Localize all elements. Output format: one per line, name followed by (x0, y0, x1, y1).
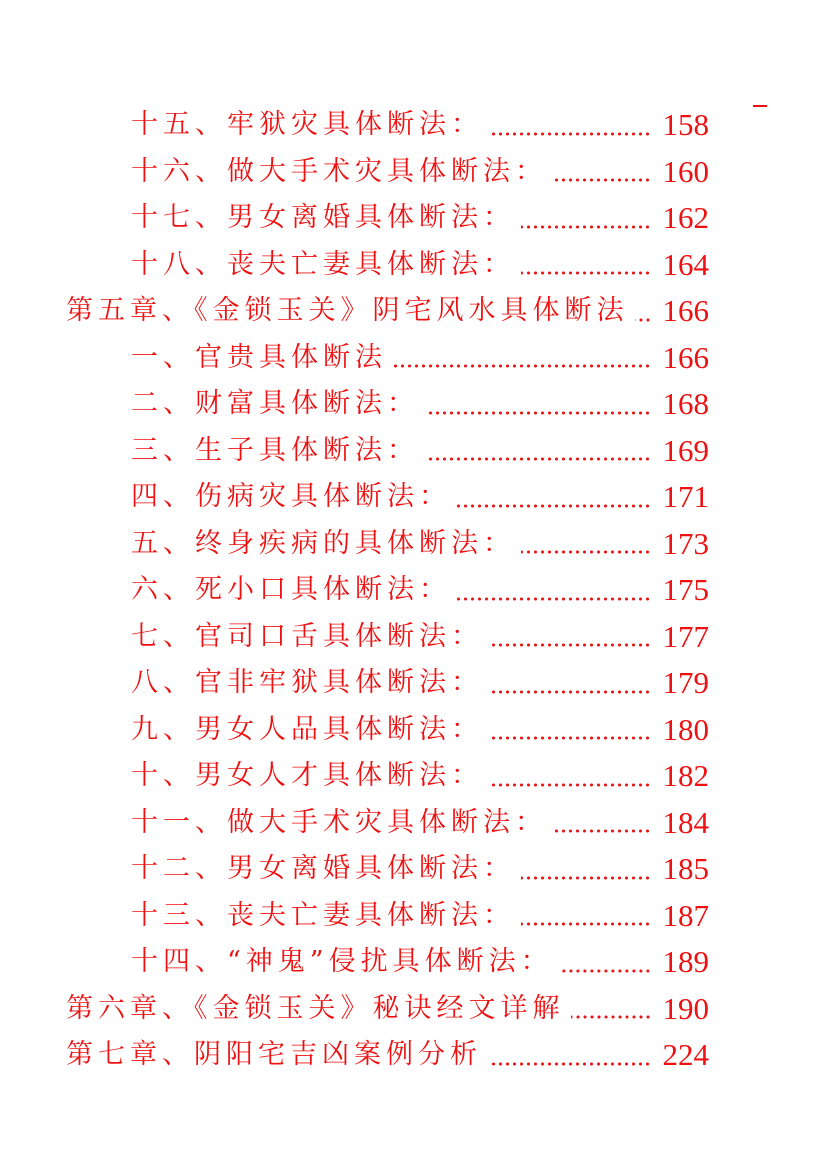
toc-section-entry[interactable] (0, 939, 829, 986)
toc-page-number: 185 (662, 851, 709, 886)
dot-leader (553, 828, 651, 834)
toc-page-number: 224 (662, 1037, 709, 1072)
toc-page-number: 187 (662, 897, 709, 933)
toc-entry-title: 三、生子具体断法： (131, 434, 419, 466)
toc-page-number: 169 (662, 432, 709, 468)
dot-leader (553, 177, 651, 183)
toc-entry-title: 十四、“神鬼”侵扰具体断法： (131, 946, 553, 977)
toc-page-number: 179 (662, 665, 709, 700)
toc-entry-title: 八、官非牢狱具体断法： (131, 667, 483, 698)
dot-leader (521, 270, 651, 276)
dot-leader (393, 363, 651, 369)
toc-page-number: 175 (662, 572, 709, 607)
dot-leader (489, 131, 651, 137)
dot-leader (488, 1061, 651, 1067)
toc-entry-title: 七、官司口舌具体断法： (131, 620, 483, 652)
toc-page-number: 166 (662, 339, 709, 375)
toc-section-entry[interactable] (0, 521, 829, 568)
table-of-contents (0, 102, 829, 1079)
toc-page-number: 177 (662, 618, 709, 654)
toc-page-number: 182 (662, 758, 709, 793)
toc-page-number: 189 (662, 944, 709, 979)
toc-section-entry[interactable] (0, 335, 829, 382)
toc-page-number: 173 (662, 525, 709, 561)
toc-entry-title: 十七、男女离婚具体断法： (131, 202, 515, 233)
toc-section-entry[interactable] (0, 567, 829, 614)
toc-section-entry[interactable] (0, 195, 829, 242)
dot-leader (425, 410, 651, 416)
toc-chapter-entry[interactable] (0, 1032, 829, 1079)
toc-entry-title: 四、伤病灾具体断法： (131, 481, 451, 512)
toc-entry-title: 九、男女人品具体断法： (131, 713, 483, 745)
toc-page-number: 190 (662, 990, 709, 1026)
toc-entry-title: 十八、丧夫亡妻具体断法： (131, 248, 515, 280)
dot-leader (457, 503, 651, 509)
dot-leader (521, 224, 651, 230)
toc-entry-title: 五、终身疾病的具体断法： (131, 527, 515, 559)
toc-entry-title: 一、官贵具体断法 (131, 341, 387, 373)
toc-entry-title: 十六、做大手术灾具体断法： (131, 155, 547, 187)
dot-leader (457, 596, 651, 602)
toc-page-number: 164 (662, 246, 709, 282)
toc-entry-title: 二、财富具体断法： (131, 388, 419, 419)
toc-page-number: 168 (662, 386, 709, 421)
dot-leader (521, 549, 651, 555)
toc-page-number: 180 (662, 711, 709, 747)
toc-entry-title: 十五、牢狱灾具体断法： (131, 109, 483, 140)
toc-section-entry[interactable] (0, 846, 829, 893)
toc-section-entry[interactable] (0, 893, 829, 940)
toc-chapter-entry[interactable] (0, 288, 829, 335)
toc-entry-title: 十三、丧夫亡妻具体断法： (131, 899, 515, 931)
toc-chapter-entry[interactable] (0, 986, 829, 1033)
toc-section-entry[interactable] (0, 242, 829, 289)
toc-entry-title: 十一、做大手术灾具体断法： (131, 806, 547, 838)
toc-page-number: 158 (662, 107, 709, 142)
dot-leader (559, 968, 651, 974)
toc-section-entry[interactable] (0, 660, 829, 707)
toc-section-entry[interactable] (0, 381, 829, 428)
toc-page-number: 184 (662, 804, 709, 840)
dot-leader (489, 782, 651, 788)
dot-leader (571, 1014, 652, 1020)
toc-page-number: 160 (662, 153, 709, 189)
toc-page-number: 162 (662, 200, 709, 235)
dot-leader (635, 317, 652, 323)
toc-page-number: 166 (662, 293, 709, 328)
toc-section-entry[interactable] (0, 149, 829, 196)
toc-section-entry[interactable] (0, 102, 829, 149)
dot-leader (425, 456, 651, 462)
toc-page-number: 171 (662, 479, 709, 514)
toc-section-entry[interactable] (0, 614, 829, 661)
toc-section-entry[interactable] (0, 753, 829, 800)
toc-entry-title: 第五章、《金锁玉关》阴宅风水具体断法 (66, 295, 629, 326)
toc-entry-title: 第六章、《金锁玉关》秘诀经文详解 (66, 992, 565, 1024)
toc-entry-title: 六、死小口具体断法： (131, 574, 451, 605)
toc-entry-title: 第七章、阴阳宅吉凶案例分析 (66, 1039, 482, 1070)
toc-section-entry[interactable] (0, 474, 829, 521)
toc-section-entry[interactable] (0, 428, 829, 475)
dot-leader (489, 642, 651, 648)
dot-leader (521, 875, 651, 881)
dot-leader (521, 921, 651, 927)
toc-entry-title: 十、男女人才具体断法： (131, 760, 483, 791)
dot-leader (489, 735, 651, 741)
toc-section-entry[interactable] (0, 707, 829, 754)
toc-entry-title: 十二、男女离婚具体断法： (131, 853, 515, 884)
dot-leader (489, 689, 651, 695)
toc-section-entry[interactable] (0, 800, 829, 847)
